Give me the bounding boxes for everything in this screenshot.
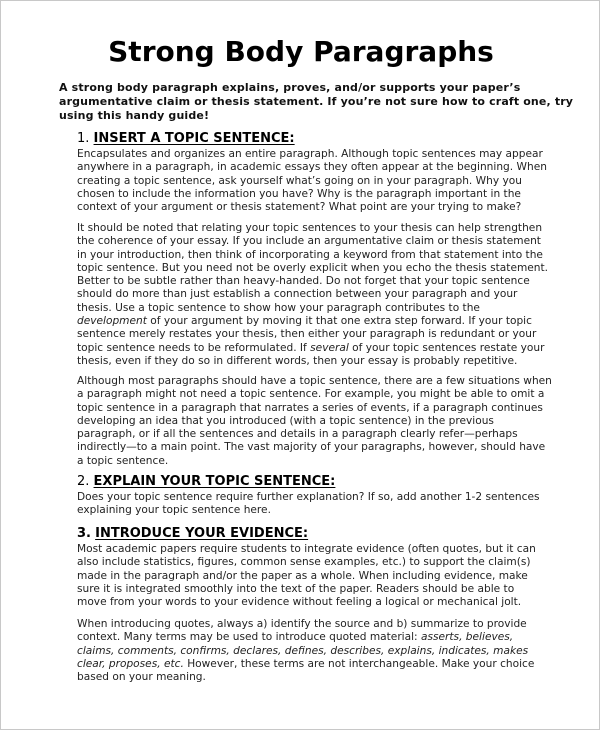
text-line: creating a topic sentence, ask yourself what’s going on in your paragraph. Why you xyxy=(77,174,522,187)
text-line: a topic sentence. xyxy=(77,454,169,467)
text-segment: However, these terms are not interchangeable. Make your choice xyxy=(183,657,535,670)
text-line: topic sentence. But you need not be overly explicit when you echo the thesis statement. xyxy=(77,261,549,274)
italic-text: claims, comments, confirms, declares, defines, describes, explains, indicates, makes xyxy=(77,644,529,657)
intro-line: A strong body paragraph explains, proves, and/or supports your paper’s xyxy=(59,81,521,94)
section-1-heading xyxy=(77,131,295,147)
italic-text: clear, proposes, etc. xyxy=(77,657,184,670)
section-3-paragraph-1 xyxy=(77,543,577,609)
text-line: the coherence of your essay. If you include an argumentative claim or thesis statement xyxy=(77,235,541,248)
italic-text: development xyxy=(77,315,147,328)
text-segment: of your topic sentences restate your xyxy=(348,341,545,354)
text-line: move from your words to your evidence without feeling a logical or mechanical jolt. xyxy=(77,596,522,609)
text-line: topic sentence in a paragraph that narrates a series of events, if a paragraph continues xyxy=(77,401,543,414)
text-segment: topic sentence needs to be reformulated. If xyxy=(77,341,311,354)
italic-text: several xyxy=(310,341,349,354)
text-line: a paragraph might not need a topic sentence. For example, you might be able to omit a xyxy=(77,388,545,401)
text-line: anywhere in a paragraph, in academic essays they often appear at the beginning. When xyxy=(77,161,547,174)
section-label: INTRODUCE YOUR EVIDENCE: xyxy=(95,526,309,541)
section-number: 1. xyxy=(77,131,90,146)
text-line: Better to be subtle rather than heavy-handed. Do not forget that your topic sentence xyxy=(77,275,530,288)
text-line xyxy=(77,631,577,644)
text-line: thesis, even if they do so in different words, then your essay is probably repetitive. xyxy=(77,354,518,367)
section-number: 3. xyxy=(77,526,91,541)
text-line: also include statistics, figures, common sense examples, etc.) to support the claim(s) xyxy=(77,556,531,569)
section-1-paragraph-3 xyxy=(77,375,577,468)
text-line: Encapsulates and organizes an entire paragraph. Although topic sentences may appear xyxy=(77,148,543,160)
text-line: paragraph, or if all the sentences and details in a paragraph clearly refer—perhaps xyxy=(77,428,518,441)
text-line: sentence merely restates your thesis, then either your paragraph is redundant or your xyxy=(77,328,537,341)
text-line: When introducing quotes, always a) identify the source and b) summarize to provide xyxy=(77,618,527,630)
page-title: Strong Body Paragraphs xyxy=(108,35,494,68)
text-line xyxy=(77,658,577,671)
text-line: sure it is integrated smoothly into the text of the paper. Readers should be able to xyxy=(77,582,515,595)
text-line: indirectly—to a main point. The vast majority of your paragraphs, however, should have xyxy=(77,441,546,454)
text-line: chosen to include the information you have? Why is the paragraph important in the xyxy=(77,187,521,200)
text-line: Although most paragraphs should have a topic sentence, there are a few situations when xyxy=(77,375,552,387)
intro-paragraph xyxy=(59,81,574,123)
text-line: It should be noted that relating your topic sentences to your thesis can help strengthen xyxy=(77,222,543,234)
section-3-paragraph-2 xyxy=(77,618,577,684)
text-line: Does your topic sentence require further explanation? If so, add another 1-2 sentences xyxy=(77,491,540,503)
text-line: Most academic papers require students to integrate evidence (often quotes, but it can xyxy=(77,543,536,555)
text-line: context of your argument or thesis statement? What point are your trying to make? xyxy=(77,201,522,214)
text-segment: context. Many terms may be used to introduce quoted material: xyxy=(77,631,421,644)
text-line: should do more than just establish a connection between your paragraph and your xyxy=(77,288,518,301)
text-line: developing an idea that you introduced (with a topic sentence) in the previous xyxy=(77,414,494,427)
section-label: INSERT A TOPIC SENTENCE: xyxy=(93,131,295,146)
italic-text: asserts, believes, xyxy=(421,631,514,644)
section-2-paragraph-1 xyxy=(77,491,577,518)
text-line xyxy=(77,315,577,328)
section-number: 2. xyxy=(77,474,90,489)
section-3-heading xyxy=(77,526,308,542)
text-line: thesis. Use a topic sentence to show how your paragraph contributes to the xyxy=(77,301,480,314)
intro-line: using this handy guide! xyxy=(59,109,210,122)
text-line: based on your meaning. xyxy=(77,671,206,684)
text-line: explaining your topic sentence here. xyxy=(77,504,271,517)
intro-line: argumentative claim or thesis statement. If you’re not sure how to craft one, try xyxy=(59,95,574,108)
text-line: made in the paragraph and/or the paper as a whole. When including evidence, make xyxy=(77,569,528,582)
section-2-heading xyxy=(77,474,335,490)
text-segment: of your argument by moving it that one extra step forward. If your topic xyxy=(146,315,532,328)
section-1-paragraph-1 xyxy=(77,148,577,214)
section-1-paragraph-2 xyxy=(77,222,577,368)
text-line xyxy=(77,645,577,658)
text-line xyxy=(77,342,577,355)
section-label: EXPLAIN YOUR TOPIC SENTENCE: xyxy=(93,474,336,489)
text-line: in your introduction, then think of incorporating a keyword from that statement into the xyxy=(77,248,543,261)
